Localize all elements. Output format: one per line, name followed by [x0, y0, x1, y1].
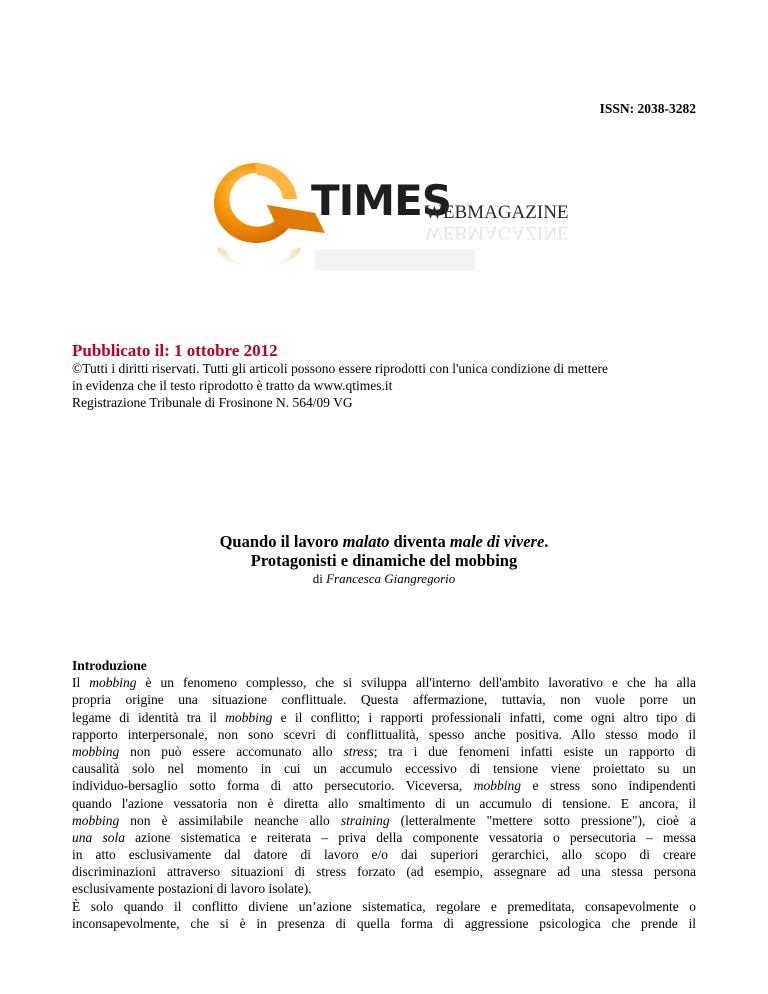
italic-term: mobbing [473, 778, 522, 794]
title-part: Quando il lavoro [219, 532, 343, 551]
text-run: e stress sono indipendenti [521, 778, 696, 794]
italic-term: straining [340, 812, 390, 828]
title-italic-part: malato [342, 532, 390, 551]
paragraph-line [72, 726, 696, 743]
publication-date: Pubblicato il: 1 ottobre 2012 [72, 341, 278, 360]
title-part: . [544, 532, 549, 551]
text-run: È solo quando il conflitto diviene un’azione sistematica, regolare e premeditata, consapevolmente o [72, 898, 696, 914]
paragraph-line [72, 777, 696, 794]
text-run: e il conflitto; i rapporti professionali infatti, come ogni altro tipo di [272, 709, 696, 725]
paragraph-line [72, 795, 696, 812]
author-name: Francesca Giangregorio [326, 571, 456, 586]
italic-term: mobbing [72, 743, 120, 759]
paragraph-line [72, 709, 696, 726]
section-heading: Introduzione [72, 658, 147, 673]
text-run: propria origine una situazione conflittuale. Questa affermazione, tuttavia, non vuole porre un [72, 692, 696, 708]
text-run: ; tra i due fenomeni infatti esiste un rapporto di [373, 743, 696, 759]
paragraph-line [72, 743, 696, 760]
text-run: rapporto interpersonale, non sono scevri di conflittualità, spesso anche positiva. Allo stesso modo il [72, 726, 696, 742]
italic-term: mobbing [89, 675, 137, 691]
text-run: in atto esclusivamente dal datore di lavoro e/o dai superiori gerarchici, allo scopo di creare [72, 847, 696, 863]
rights-line-2: in evidenza che il testo riprodotto è tratto da www.qtimes.it [72, 378, 393, 393]
text-run: inconsapevolmente, che si è in presenza di quella forma di aggressione psicologica che prende il [72, 915, 696, 931]
text-run: individuo-bersaglio sotto forma di atto persecutorio. Viceversa, [72, 778, 474, 794]
registration-line: Registrazione Tribunale di Frosinone N. 564/09 VG [72, 395, 353, 410]
svg-text:WEBMAGAZINE: WEBMAGAZINE [425, 222, 569, 243]
paragraph-line [72, 691, 696, 708]
article-title [0, 532, 768, 551]
paragraph-line [72, 812, 696, 829]
paragraph-line [72, 915, 696, 932]
paragraph-line [72, 863, 696, 880]
text-run: azione sistematica e reiterata – priva della componente vessatoria o persecutoria – messa [124, 829, 696, 845]
paragraph-line [72, 846, 696, 863]
paragraph-line [72, 674, 696, 691]
article-header [0, 532, 768, 587]
svg-text:WEBMAGAZINE: WEBMAGAZINE [425, 202, 569, 223]
text-run: è un fenomeno complesso, che si sviluppa all'interno dell'ambito lavorativo e che ha alla [136, 675, 696, 691]
text-run: quando l'azione vessatoria non è diretta allo smaltimento di un accumulo di tensione. E ancora, il [72, 795, 696, 811]
title-italic-part: male di vivere [449, 532, 545, 551]
qtimes-logo-icon [207, 155, 577, 285]
text-run: causalità solo nel momento in cui un accumulo eccessivo di tensione viene proiettato su un [72, 761, 696, 777]
svg-text:TIMES: TIMES [311, 176, 452, 225]
rights-line-1: ©Tutti i diritti riservati. Tutti gli articoli possono essere riprodotti con l'unica condizione di mettere [72, 361, 608, 376]
italic-term: una sola [72, 829, 125, 845]
text-run: non è assimilabile neanche allo [119, 812, 341, 828]
article-body [72, 657, 696, 932]
rights-notice [72, 360, 692, 411]
paragraph-line [72, 760, 696, 777]
article-subtitle: Protagonisti e dinamiche del mobbing [250, 551, 518, 570]
title-part: diventa [389, 532, 450, 551]
article-byline [0, 570, 768, 587]
qtimes-logo [207, 155, 577, 285]
text-run: non può essere accomunato allo [119, 743, 344, 759]
paragraph-line [72, 880, 696, 897]
italic-term: mobbing [225, 709, 273, 725]
text-run: legame di identità tra il [72, 709, 226, 725]
paragraph-line [72, 829, 696, 846]
italic-term: mobbing [72, 812, 120, 828]
text-run: discriminazioni attraverso situazioni di stress forzato (ad esempio, assegnare ad una stessa persona [72, 864, 696, 880]
issn-label: ISSN: 2038-3282 [599, 101, 696, 116]
text-run: esclusivamente postazioni di lavoro isolate). [72, 881, 312, 897]
paragraph-line [72, 898, 696, 915]
italic-term: stress [343, 743, 374, 759]
text-run: Il [72, 675, 90, 691]
text-run: (letteralmente "mettere sotto pressione"), cioè a [389, 812, 696, 828]
byline-prefix: di [312, 571, 327, 586]
